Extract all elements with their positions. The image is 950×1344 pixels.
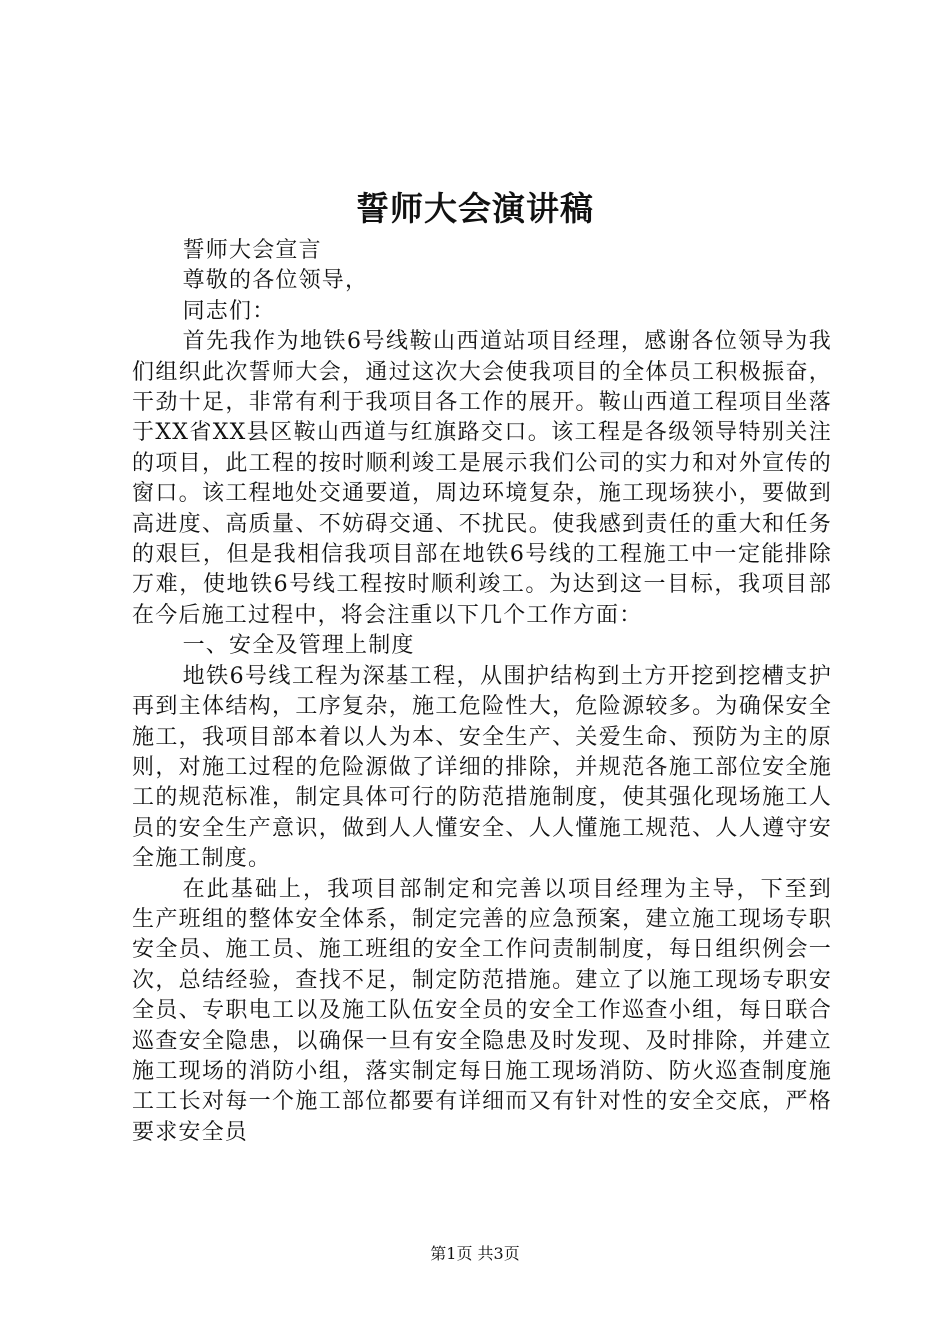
paragraph-heading-declaration: 誓师大会宣言: [182, 238, 322, 263]
page-number-footer: 第1页 共3页: [430, 1244, 520, 1263]
document-body: [132, 236, 832, 1148]
paragraph-safety: 地铁6号线工程为深基工程，从围护结构到土方开挖到挖槽支护再到主体结构，工序复杂，施工危险性大，危险源较多。为确保安全施工，我项目部本着以人为本、安全生产、关爱生命、预防为主的原则，对施工过程的危险源做了详细的排除，并规范各施工部位安全施工的规范标准，制定具体可行的防范措施制度，使其强化现场施工人员的安全生产意识，做到人人懂安全、人人懂施工规范、人人遵守安全施工制度。: [132, 663, 832, 872]
paragraph-intro: 首先我作为地铁6号线鞍山西道站项目经理，感谢各位领导为我们组织此次誓师大会，通过这次大会使我项目的全体员工积极振奋，干劲十足，非常有利于我项目各工作的展开。鞍山西道工程项目坐落于XX省XX县区鞍山西道与红旗路交口。该工程是各级领导特别关注的项目，此工程的按时顺利竣工是展示我们公司的实力和对外宣传的窗口。该工程地处交通要道，周边环境复杂，施工现场狭小，要做到高进度、高质量、不妨碍交通、不扰民。使我感到责任的重大和任务的艰巨，但是我相信我项目部在地铁6号线的工程施工中一定能排除万难，使地铁6号线工程按时顺利竣工。为达到这一目标，我项目部在今后施工过程中，将会注重以下几个工作方面：: [132, 329, 832, 628]
section-heading-safety: 一、安全及管理上制度: [182, 633, 415, 659]
paragraph-salutation: 尊敬的各位领导，: [182, 268, 369, 294]
document-title: 誓师大会演讲稿: [356, 189, 594, 228]
paragraph-safety-system: 在此基础上，我项目部制定和完善以项目经理为主导，下至到生产班组的整体安全体系，制定完善的应急预案，建立施工现场专职安全员、施工员、施工班组的安全工作问责制制度，每日组织例会一次，总结经验，查找不足，制定防范措施。建立了以施工现场专职安全员、专职电工以及施工队伍安全员的安全工作巡查小组，每日联合巡查安全隐患，以确保一旦有安全隐患及时发现、及时排除，并建立施工现场的消防小组，落实制定每日施工现场消防、防火巡查制度施工工长对每一个施工部位都要有详细而又有针对性的安全交底，严格要求安全员: [132, 876, 832, 1145]
paragraph-salutation-comrades: 同志们：: [182, 298, 276, 324]
